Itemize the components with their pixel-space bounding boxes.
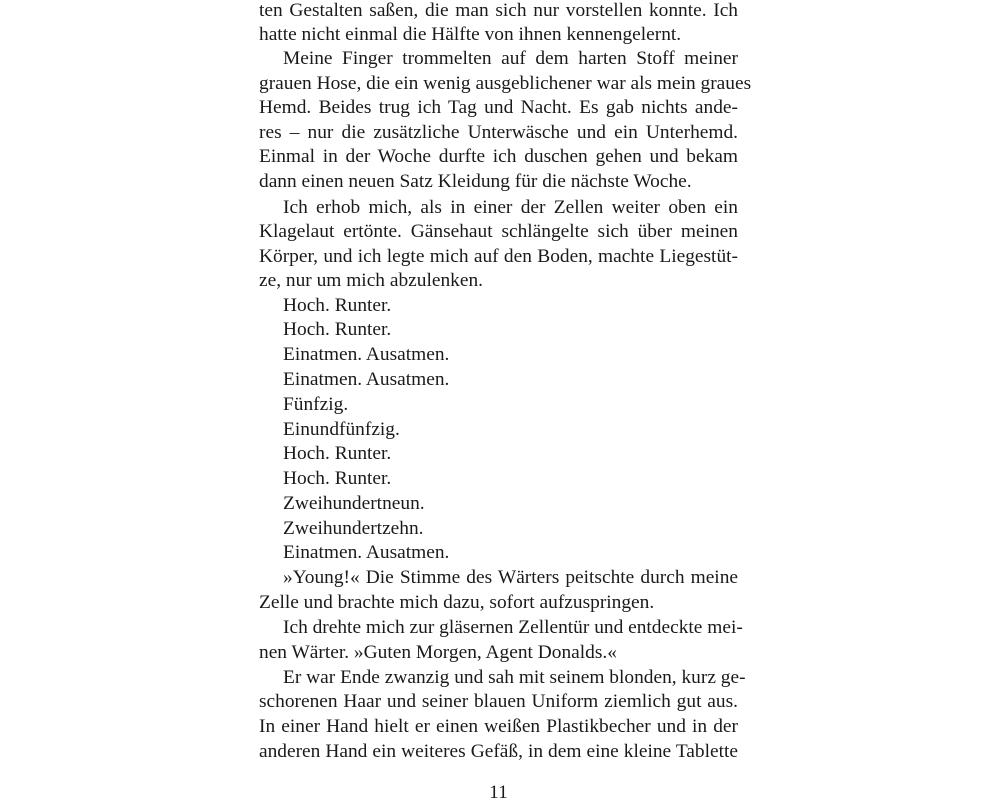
text-line: Einatmen. Ausatmen.	[283, 542, 450, 563]
text-line: nen Wärter. »Guten Morgen, Agent Donalds.«	[259, 642, 617, 663]
text-line: Zweihundertzehn.	[283, 518, 424, 539]
text-line: Zweihundertneun.	[283, 493, 425, 514]
text-line: grauen Hose, die ein wenig ausgeblichener war als mein graues	[259, 73, 752, 94]
book-page	[259, 0, 752, 803]
text-line: Zelle und brachte mich dazu, sofort aufzuspringen.	[259, 592, 655, 613]
text-line: Hoch. Runter.	[283, 443, 392, 464]
text-line: res – nur die zusätzliche Unterwäsche und ein Unterhemd.	[259, 122, 738, 143]
text-line: Klagelaut ertönte. Gänsehaut schlängelte sich über meinen	[259, 221, 738, 242]
text-line: Einmal in der Woche durfte ich duschen gehen und bekam	[259, 146, 738, 167]
text-line: Körper, und ich legte mich auf den Boden, machte Liegestüt-	[259, 246, 738, 267]
text-line: schorenen Haar und seiner blauen Uniform ziemlich gut aus.	[259, 691, 738, 712]
text-line: anderen Hand ein weiteres Gefäß, in dem eine kleine Tablette	[259, 741, 738, 762]
text-line: Hoch. Runter.	[283, 295, 392, 316]
text-line: Ich drehte mich zur gläsernen Zellentür und entdeckte mei-	[283, 617, 743, 638]
text-line: In einer Hand hielt er einen weißen Plastikbecher und in der	[259, 716, 738, 737]
text-line: Hoch. Runter.	[283, 468, 392, 489]
text-line: Einatmen. Ausatmen.	[283, 344, 450, 365]
text-line: »Young!« Die Stimme des Wärters peitschte durch meine	[283, 567, 738, 588]
text-line: Ich erhob mich, als in einer der Zellen weiter oben ein	[283, 197, 738, 218]
text-line: Einatmen. Ausatmen.	[283, 369, 450, 390]
text-line: Fünfzig.	[283, 394, 349, 415]
text-line: hatte nicht einmal die Hälfte von ihnen kennengelernt.	[259, 24, 682, 45]
text-line: ten Gestalten saßen, die man sich nur vorstellen konnte. Ich	[259, 0, 738, 21]
text-line: dann einen neuen Satz Kleidung für die nächste Woche.	[259, 171, 692, 192]
text-line: Hemd. Beides trug ich Tag und Nacht. Es gab nichts ande-	[259, 97, 738, 118]
page-number: 11	[489, 782, 508, 803]
text-line: Meine Finger trommelten auf dem harten Stoff meiner	[283, 48, 738, 69]
text-line: Hoch. Runter.	[283, 319, 392, 340]
text-line: ze, nur um mich abzulenken.	[259, 270, 483, 291]
text-line: Einundfünfzig.	[283, 419, 400, 440]
text-line: Er war Ende zwanzig und sah mit seinem blonden, kurz ge-	[283, 667, 746, 688]
